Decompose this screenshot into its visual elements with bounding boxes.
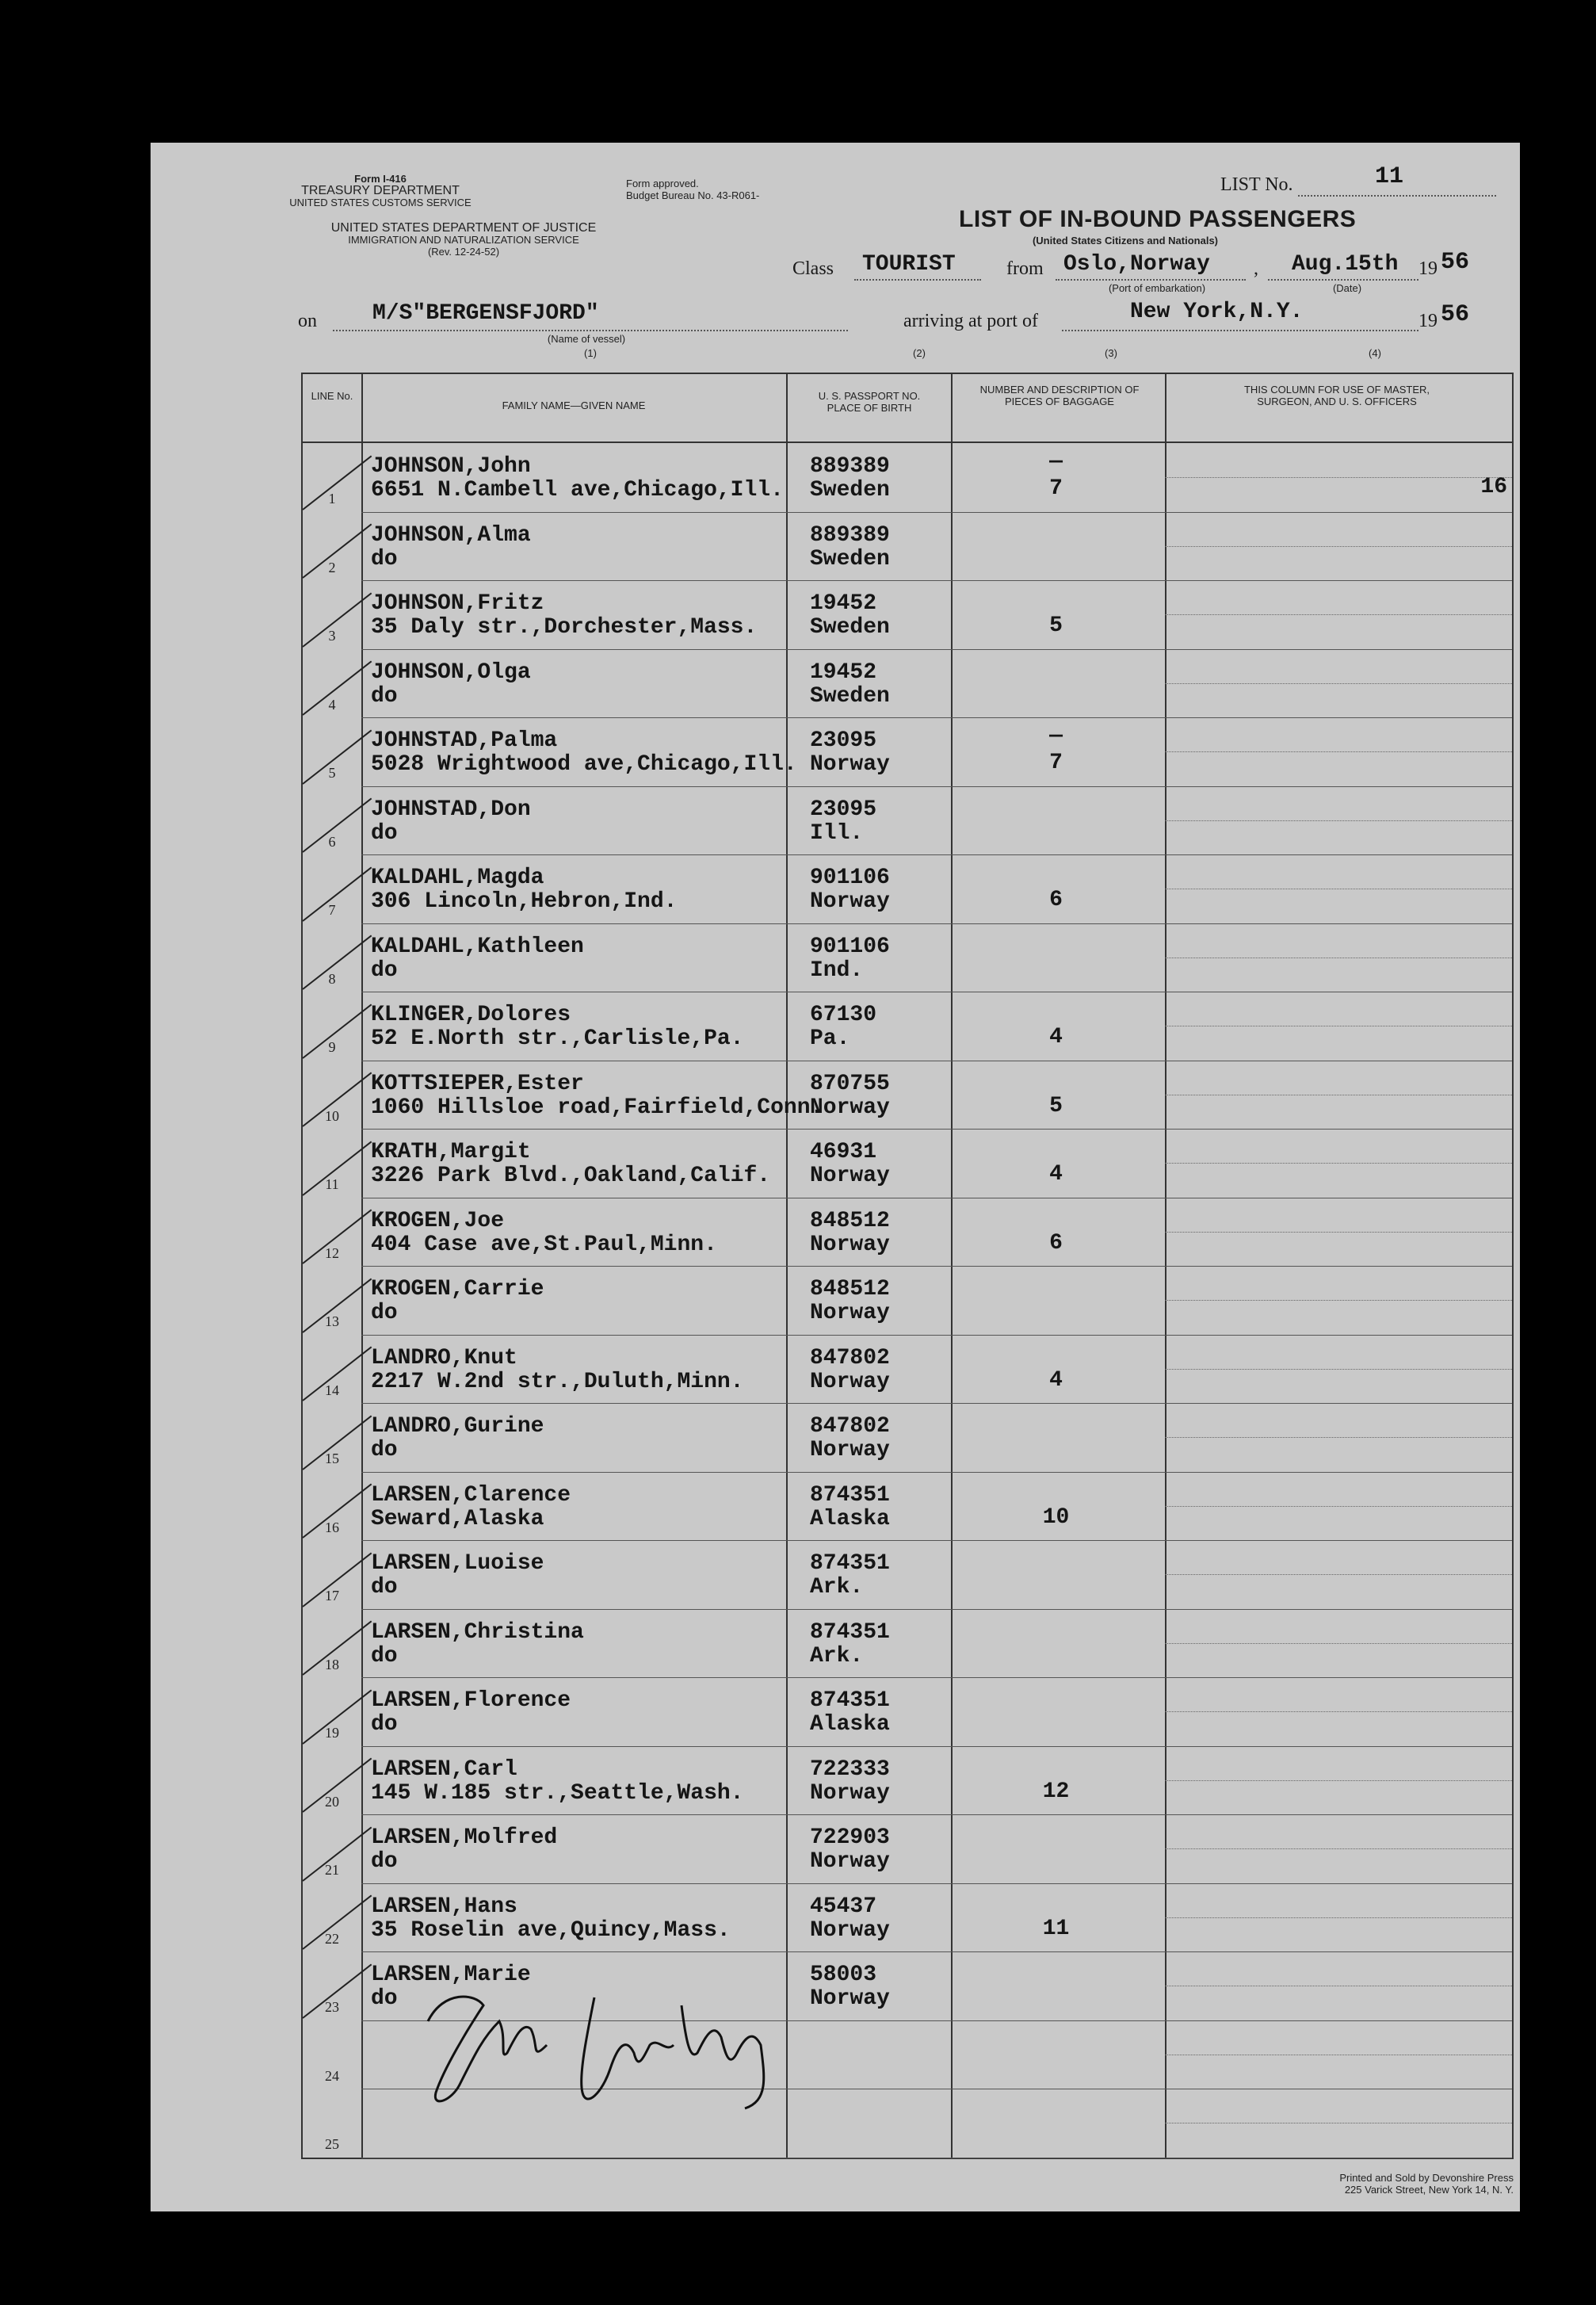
place-of-birth: Norway — [810, 1917, 890, 1943]
row-divider — [361, 786, 1512, 787]
year2-suffix: 56 — [1441, 301, 1470, 328]
passenger-name: KLINGER,Dolores — [371, 1003, 571, 1027]
col-header-name: FAMILY NAME—GIVEN NAME — [502, 399, 646, 411]
row-divider — [361, 1335, 1512, 1336]
comma: , — [1254, 258, 1258, 279]
line-number: 16 — [325, 1519, 339, 1535]
col-header-officers: THIS COLUMN FOR USE OF MASTER, SURGEON, AND U. S. OFFICERS — [1243, 384, 1430, 407]
baggage-count: 11 — [1042, 1916, 1070, 1941]
ins-label: IMMIGRATION AND NATURALIZATION SERVICE — [348, 234, 579, 246]
place-of-birth: Norway — [810, 1095, 890, 1120]
row-divider — [361, 649, 1512, 650]
col-caption-4: (4) — [1369, 347, 1381, 359]
place-of-birth: Alaska — [810, 1506, 890, 1531]
passport-number: 45437 — [810, 1894, 877, 1919]
row-divider — [361, 1540, 1512, 1541]
year2-prefix: 19 — [1418, 311, 1438, 331]
row-midline — [1165, 1437, 1512, 1438]
passenger-address: do — [371, 1301, 398, 1325]
passenger-name: LARSEN,Hans — [371, 1894, 517, 1919]
line-number: 7 — [328, 902, 336, 918]
customs-label: UNITED STATES CUSTOMS SERVICE — [289, 197, 472, 208]
form-number: Form I-416 — [354, 173, 407, 185]
passport-number: 67130 — [810, 1003, 877, 1027]
passport-number: 874351 — [810, 1688, 890, 1713]
line-number: 22 — [325, 1930, 339, 1947]
justice-block — [297, 222, 630, 258]
passport-number: 848512 — [810, 1277, 890, 1302]
passport-number: 23095 — [810, 728, 877, 753]
row-divider — [361, 1883, 1512, 1884]
passenger-name: KALDAHL,Kathleen — [371, 934, 584, 959]
row-midline — [1165, 1848, 1512, 1849]
passport-number: 874351 — [810, 1551, 890, 1576]
passport-number: 19452 — [810, 591, 877, 616]
baggage-dash: — — [1049, 449, 1063, 474]
row-midline — [1165, 1300, 1512, 1301]
passenger-address: do — [371, 1438, 398, 1462]
place-of-birth: Sweden — [810, 478, 890, 503]
from-value: Oslo,Norway — [1063, 252, 1210, 277]
passenger-address: 404 Case ave,St.Paul,Minn. — [371, 1232, 717, 1257]
passport-number: 874351 — [810, 1482, 890, 1508]
row-divider — [361, 1814, 1512, 1815]
passenger-address: 35 Roselin ave,Quincy,Mass. — [371, 1917, 731, 1943]
baggage-count: 12 — [1042, 1779, 1070, 1804]
place-of-birth: Norway — [810, 1438, 890, 1462]
arrival-port-line — [1062, 330, 1418, 331]
row-divider — [361, 1951, 1512, 1952]
date-caption: (Date) — [1332, 282, 1362, 294]
passenger-address: 145 W.185 str.,Seattle,Wash. — [371, 1780, 744, 1806]
baggage-count: 5 — [1049, 614, 1063, 638]
baggage-count: 7 — [1049, 476, 1063, 501]
passenger-name: KALDAHL,Magda — [371, 866, 544, 890]
line-number: 8 — [328, 970, 336, 987]
class-value: TOURIST — [862, 252, 956, 277]
passport-number: 722903 — [810, 1825, 890, 1850]
port-embark-caption: (Port of embarkation) — [1108, 282, 1206, 294]
line-number: 17 — [325, 1588, 339, 1604]
place-of-birth: Alaska — [810, 1712, 890, 1737]
row-divider — [361, 854, 1512, 855]
officer-mark: 16 — [1480, 475, 1507, 499]
passenger-address: 3226 Park Blvd.,Oakland,Calif. — [371, 1164, 771, 1188]
passenger-name: LANDRO,Gurine — [371, 1414, 544, 1439]
col-caption-2: (2) — [913, 347, 926, 359]
line-number: 9 — [328, 1039, 336, 1055]
passenger-address: 5028 Wrightwood ave,Chicago,Ill. — [371, 752, 797, 777]
passenger-name: LARSEN,Carl — [371, 1756, 517, 1782]
baggage-count: 4 — [1049, 1025, 1063, 1049]
row-midline — [1165, 614, 1512, 615]
place-of-birth: Norway — [810, 1164, 890, 1188]
line-number: 14 — [325, 1382, 339, 1398]
row-midline — [1165, 1643, 1512, 1644]
date-line — [1268, 279, 1418, 281]
place-of-birth: Norway — [810, 1369, 890, 1394]
place-of-birth: Ark. — [810, 1643, 864, 1669]
treasury-label: TREASURY DEPARTMENT — [301, 184, 460, 197]
page-title: LIST OF IN-BOUND PASSENGERS — [959, 206, 1357, 232]
passport-number: 46931 — [810, 1140, 877, 1164]
col-header-line-no: LINE No. — [311, 390, 353, 402]
passenger-name: LARSEN,Clarence — [371, 1482, 571, 1508]
passenger-address: 6651 N.Cambell ave,Chicago,Ill. — [371, 478, 784, 503]
place-of-birth: Norway — [810, 752, 890, 777]
printer-line-2: 225 Varick Street, New York 14, N. Y. — [1344, 2184, 1514, 2196]
baggage-count: 4 — [1049, 1367, 1063, 1393]
row-midline — [1165, 683, 1512, 684]
vessel-line — [333, 330, 848, 331]
passenger-name: LARSEN,Christina — [371, 1619, 584, 1645]
passenger-address: do — [371, 1712, 398, 1737]
line-number: 20 — [325, 1793, 339, 1810]
line-number: 5 — [328, 765, 336, 781]
row-midline — [1165, 546, 1512, 547]
line-number: 1 — [328, 491, 336, 506]
baggage-count: 10 — [1042, 1504, 1070, 1530]
place-of-birth: Norway — [810, 889, 890, 914]
passenger-address: do — [371, 1575, 398, 1600]
passenger-name: LARSEN,Marie — [371, 1963, 531, 1987]
passport-number: 847802 — [810, 1345, 890, 1370]
officer-signature — [412, 1974, 888, 2116]
list-no-label: LIST No. — [1220, 174, 1293, 195]
place-of-birth: Norway — [810, 1232, 890, 1257]
date-value: Aug.15th — [1292, 252, 1399, 277]
passenger-name: KOTTSIEPER,Ester — [371, 1071, 584, 1096]
passport-number: 23095 — [810, 797, 877, 822]
year-prefix: 19 — [1418, 258, 1438, 279]
passport-number: 874351 — [810, 1619, 890, 1645]
passenger-address: 2217 W.2nd str.,Duluth,Minn. — [371, 1369, 744, 1394]
line-number: 19 — [325, 1725, 339, 1741]
line-number: 6 — [328, 833, 336, 850]
passenger-name: LANDRO,Knut — [371, 1345, 517, 1370]
on-label: on — [298, 311, 317, 331]
from-label: from — [1006, 258, 1044, 279]
line-number: 3 — [328, 628, 336, 644]
list-no-value: 11 — [1375, 163, 1404, 190]
passport-number: 847802 — [810, 1414, 890, 1439]
place-of-birth: Sweden — [810, 683, 890, 709]
col-caption-1: (1) — [584, 347, 597, 359]
line-number: 23 — [325, 1999, 339, 2015]
row-midline — [1165, 1780, 1512, 1781]
row-midline — [1165, 1506, 1512, 1507]
passenger-address: 35 Daly str.,Dorchester,Mass. — [371, 615, 758, 640]
row-midline — [1165, 1232, 1512, 1233]
line-number: 2 — [328, 559, 336, 575]
line-number: 24 — [325, 2067, 339, 2084]
row-midline — [1165, 1711, 1512, 1712]
baggage-dash: — — [1049, 724, 1063, 748]
printer-line-1: Printed and Sold by Devonshire Press — [1339, 2172, 1514, 2184]
col-caption-3: (3) — [1105, 347, 1117, 359]
place-of-birth: Sweden — [810, 546, 890, 571]
row-divider — [361, 512, 1512, 513]
row-midline — [1165, 1369, 1512, 1370]
passenger-address: do — [371, 820, 398, 846]
line-number: 18 — [325, 1656, 339, 1672]
place-of-birth: Ark. — [810, 1575, 864, 1600]
place-of-birth: Ill. — [810, 820, 864, 846]
line-number: 11 — [325, 1176, 339, 1192]
from-line — [1056, 279, 1246, 281]
rev-label: (Rev. 12-24-52) — [427, 246, 500, 258]
passenger-address: 52 E.North str.,Carlisle,Pa. — [371, 1026, 744, 1051]
place-of-birth: Pa. — [810, 1026, 850, 1051]
passenger-name: JOHNSTAD,Palma — [371, 728, 558, 753]
passenger-address: do — [371, 546, 398, 571]
baggage-count: 6 — [1049, 888, 1063, 912]
passenger-name: KROGEN,Carrie — [371, 1277, 544, 1302]
passport-number: 901106 — [810, 934, 890, 959]
place-of-birth: Norway — [810, 1780, 890, 1806]
passport-number: 870755 — [810, 1071, 890, 1096]
place-of-birth: Ind. — [810, 958, 864, 983]
passenger-address: 1060 Hillsloe road,Fairfield,Conn. — [371, 1095, 824, 1120]
header-divider — [303, 442, 1512, 443]
row-midline — [1165, 1917, 1512, 1918]
line-number: 15 — [325, 1451, 339, 1466]
row-divider — [361, 1472, 1512, 1473]
passenger-name: KRATH,Margit — [371, 1140, 531, 1164]
line-number: 21 — [325, 1862, 339, 1878]
form-approved: Form approved. — [626, 178, 699, 189]
passenger-name: JOHNSON,Alma — [371, 522, 531, 548]
passenger-name: KROGEN,Joe — [371, 1208, 505, 1233]
line-number: 4 — [328, 696, 336, 713]
passenger-address: 306 Lincoln,Hebron,Ind. — [371, 889, 678, 914]
manifest-page — [151, 143, 1520, 2211]
line-number: 13 — [325, 1313, 339, 1329]
baggage-count: 7 — [1049, 751, 1063, 775]
baggage-count: 4 — [1049, 1162, 1063, 1187]
passport-number: 722333 — [810, 1756, 890, 1782]
year-suffix: 56 — [1441, 249, 1470, 276]
row-divider — [361, 717, 1512, 718]
class-line — [854, 279, 981, 281]
row-divider — [361, 580, 1512, 581]
passenger-table — [301, 373, 1514, 2159]
passenger-name: JOHNSTAD,Don — [371, 797, 531, 822]
passenger-address: do — [371, 683, 398, 709]
passport-number: 901106 — [810, 866, 890, 890]
row-divider — [361, 1609, 1512, 1610]
arriving-label: arriving at port of — [903, 311, 1038, 331]
passenger-address: do — [371, 958, 398, 983]
justice-label: UNITED STATES DEPARTMENT OF JUSTICE — [330, 221, 597, 235]
budget-block — [626, 178, 824, 201]
budget-number: Budget Bureau No. 43-R061- — [626, 189, 760, 201]
line-number: 10 — [325, 1107, 339, 1124]
row-midline — [1165, 1574, 1512, 1575]
printer-footer — [1244, 2172, 1514, 2196]
page-subtitle: (United States Citizens and Nationals) — [1032, 235, 1219, 247]
row-divider — [361, 923, 1512, 924]
row-divider — [361, 1677, 1512, 1678]
passenger-name: LARSEN,Luoise — [371, 1551, 544, 1576]
vessel-name: M/S"BERGENSFJORD" — [372, 301, 599, 326]
col-header-passport: U. S. PASSPORT NO. PLACE OF BIRTH — [818, 390, 921, 414]
place-of-birth: Sweden — [810, 615, 890, 640]
col-header-baggage: NUMBER AND DESCRIPTION OF PIECES OF BAGGAGE — [979, 384, 1140, 407]
baggage-count: 6 — [1049, 1230, 1063, 1256]
row-divider — [361, 1266, 1512, 1267]
passenger-address: do — [371, 1986, 398, 2011]
passport-number: 889389 — [810, 454, 890, 479]
line-number: 12 — [325, 1244, 339, 1261]
row-divider — [361, 1129, 1512, 1130]
passenger-name: JOHNSON,John — [371, 454, 531, 479]
passenger-name: LARSEN,Florence — [371, 1688, 571, 1713]
baggage-count: 5 — [1049, 1093, 1063, 1118]
passenger-name: JOHNSON,Olga — [371, 659, 531, 685]
row-divider — [361, 1403, 1512, 1404]
passport-number: 889389 — [810, 522, 890, 548]
passenger-address: do — [371, 1849, 398, 1874]
passenger-name: JOHNSON,Fritz — [371, 591, 544, 616]
place-of-birth: Norway — [810, 1849, 890, 1874]
place-of-birth: Norway — [810, 1986, 890, 2011]
row-midline — [1165, 751, 1512, 752]
list-no-line — [1298, 195, 1496, 197]
row-divider — [361, 1746, 1512, 1747]
passport-number: 19452 — [810, 659, 877, 685]
passenger-address: do — [371, 1643, 398, 1669]
row-midline — [1165, 820, 1512, 821]
passenger-name: LARSEN,Molfred — [371, 1825, 558, 1850]
passport-number: 848512 — [810, 1208, 890, 1233]
row-midline — [1165, 1163, 1512, 1164]
line-number: 25 — [325, 2136, 339, 2152]
class-label: Class — [792, 258, 834, 279]
vessel-caption: (Name of vessel) — [547, 333, 626, 345]
place-of-birth: Norway — [810, 1301, 890, 1325]
arrival-port: New York,N.Y. — [1130, 300, 1304, 324]
passenger-address: Seward,Alaska — [371, 1506, 544, 1531]
passport-number: 58003 — [810, 1963, 877, 1987]
form-header-left — [281, 173, 479, 208]
